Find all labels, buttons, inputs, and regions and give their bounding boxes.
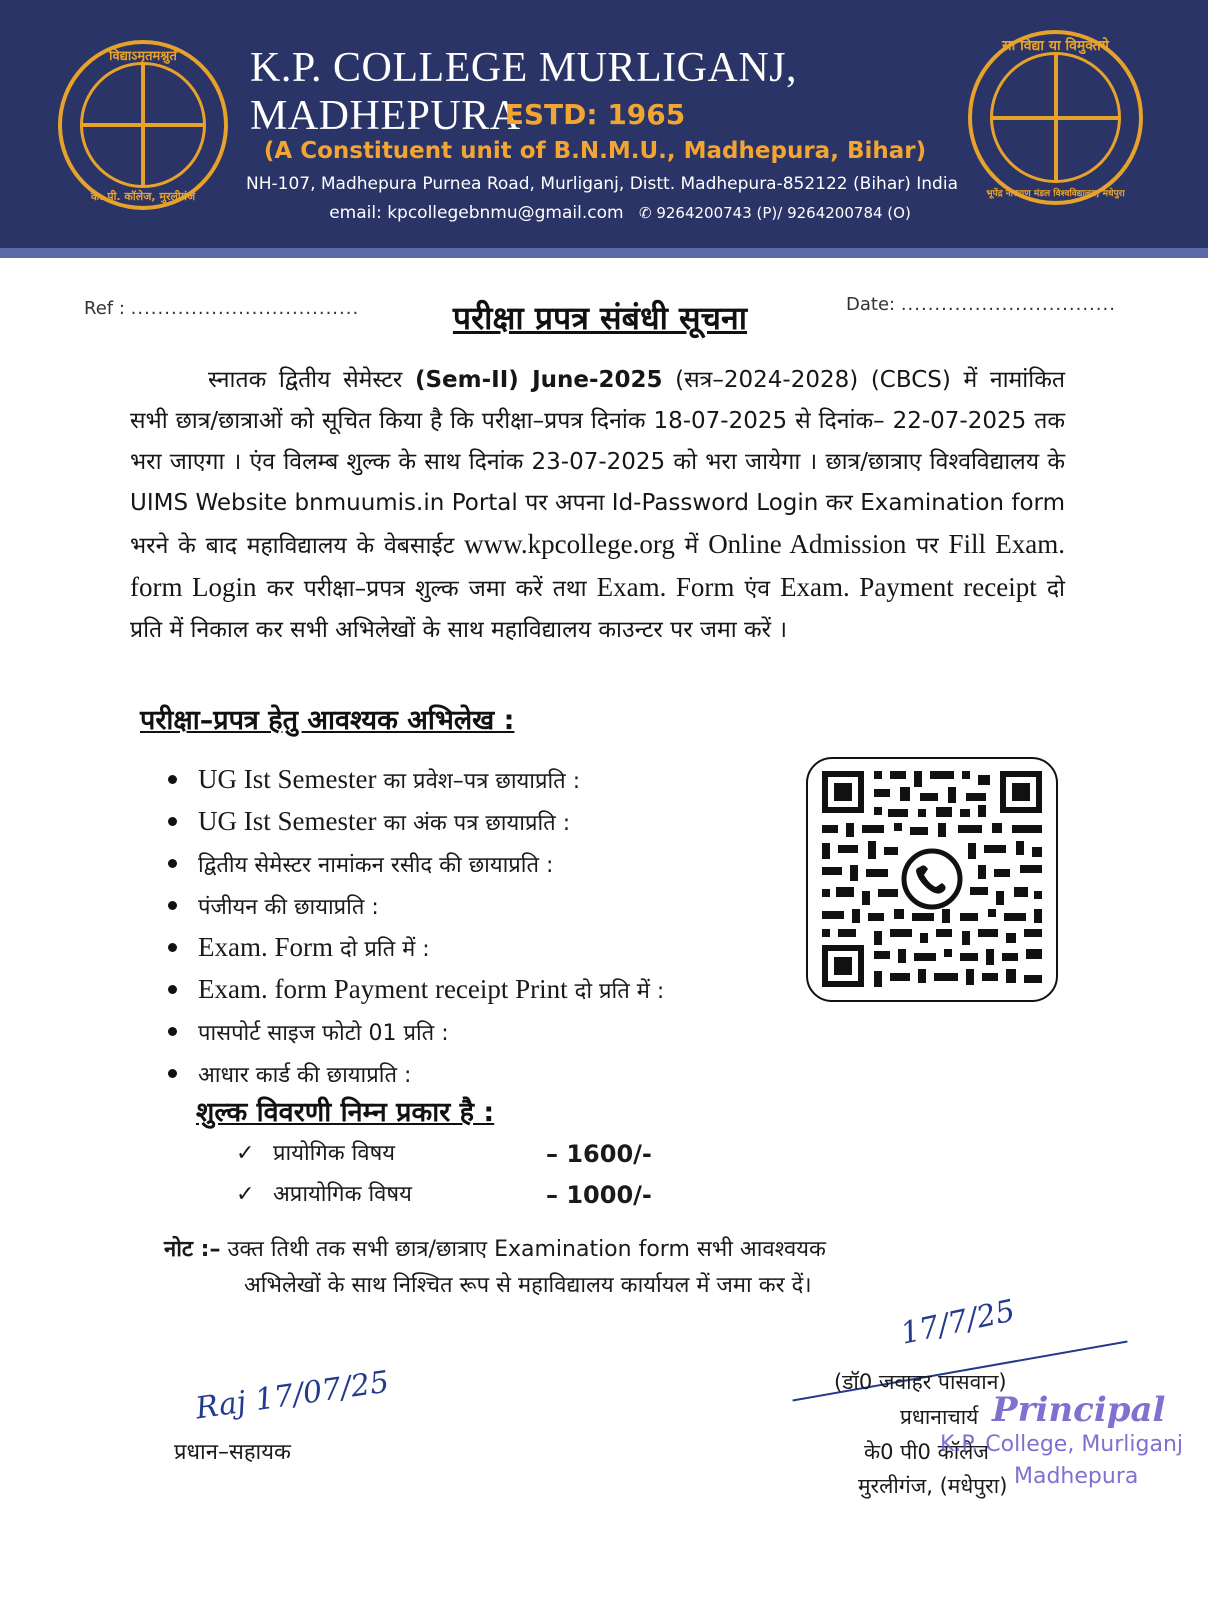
- para-part: कर परीक्षा–प्रपत्र शुल्क जमा करें तथा: [266, 576, 587, 602]
- documents-title: परीक्षा–प्रपत्र हेतु आवश्यक अभिलेख :: [140, 705, 515, 736]
- college-name: K.P. COLLEGE MURLIGANJ, MADHEPURA: [250, 45, 797, 139]
- ref-label: Ref :: [84, 298, 125, 319]
- list-item: आधार कार्ड की छायाप्रति :: [162, 1052, 802, 1094]
- para-part: Online Admission: [708, 529, 907, 559]
- constituent-line: (A Constituent unit of B.N.M.U., Madhepura, Bihar): [263, 138, 927, 164]
- assistant-designation: प्रधान–सहायक: [174, 1440, 291, 1465]
- para-part: एंव: [744, 576, 770, 602]
- qr-code-graphic: [808, 759, 1056, 1000]
- list-item: पंजीयन की छायाप्रति :: [162, 884, 802, 926]
- list-item: Exam. form Payment receipt Print दो प्रति में :: [162, 968, 802, 1010]
- para-part: Exam. Form: [596, 572, 735, 602]
- assistant-signature: Raj 17/07/25: [193, 1364, 392, 1427]
- list-item: UG Ist Semester का प्रवेश–पत्र छायाप्रति :: [162, 758, 802, 800]
- note-block: [164, 1232, 1064, 1304]
- seal-motto-left: विद्याऽमृतमश्नुते: [109, 49, 177, 64]
- principal-college: के0 पी0 कॉलेज: [864, 1440, 989, 1464]
- fee-amount: – 1600/-: [546, 1140, 652, 1168]
- list-item: Exam. Form दो प्रति में :: [162, 926, 802, 968]
- establishment-year: ESTD: 1965: [504, 98, 686, 131]
- fee-row-nonpractical: [236, 1175, 756, 1215]
- para-part: Fill Exam. form Login: [130, 529, 1065, 602]
- date-field: [846, 294, 1116, 315]
- fee-amount: – 1000/-: [546, 1181, 652, 1209]
- para-part: Exam. Payment receipt: [780, 572, 1037, 602]
- documents-list: [162, 758, 802, 1094]
- college-seal-left: [58, 40, 228, 210]
- principal-place: मुरलीगंज, (मधेपुरा): [858, 1474, 1008, 1498]
- list-item: द्वितीय सेमेस्टर नामांकन रसीद की छायाप्रति :: [162, 842, 802, 884]
- check-icon: ✓: [236, 1182, 255, 1207]
- letterhead-header: [0, 0, 1208, 248]
- semester-highlight: (Sem-II) June-2025: [414, 367, 663, 393]
- para-part: स्नातक द्वितीय सेमेस्टर: [208, 367, 403, 393]
- date-label: Date:: [846, 294, 896, 315]
- email-text: email: kpcollegebnmu@gmail.com: [329, 203, 624, 223]
- note-line-1: उक्त तिथी तक सभी छात्र/छात्राए Examination form सभी आवश्वयक: [227, 1237, 826, 1262]
- fee-label: प्रायोगिक विषय: [273, 1141, 396, 1166]
- fees-title: शुल्क विवरणी निम्न प्रकार है :: [196, 1097, 495, 1128]
- para-part: (सत्र–2024-2028) (CBCS) में नामांकित सभी छात्र/छात्राओं को सूचित किया है कि परीक्षा–प्रपत्र दिनांक 18-07-2025 से दिनांक– 22-07-2025 तक भरा जाएगा । एंव विलम्ब शुल्क के साथ दिनांक 23-07-2025 को भरा जायेगा । छात्र/छात्राए विश्वविद्यालय के UIMS Website bnmuumis.in Portal पर अपना Id-Password Login कर Examination form भरने के बाद महाविद्यालय के वेबसाईट: [130, 367, 1065, 559]
- list-item: UG Ist Semester का अंक पत्र छायाप्रति :: [162, 800, 802, 842]
- principal-title: प्रधानाचार्य: [900, 1405, 979, 1429]
- note-line-2: अभिलेखों के साथ निश्चित रूप से महाविद्यालय कार्यायल में जमा कर दें।: [244, 1273, 812, 1298]
- principal-signature: 17/7/25: [897, 1293, 1019, 1352]
- fee-label: अप्रायोगिक विषय: [273, 1182, 412, 1207]
- seal-caption-right: भूपेंद्र नारायण मंडल विश्वविद्यालय, मधेपुरा: [986, 189, 1125, 199]
- contact-line: [300, 203, 940, 223]
- check-icon: ✓: [236, 1141, 255, 1166]
- para-part: दो प्रति में निकाल कर सभी अभिलेखों के साथ महाविद्यालय काउन्टर पर जमा करें ।: [130, 576, 1066, 643]
- seal-motto-right: सा विद्या या विमुक्तये: [1002, 38, 1109, 54]
- notice-paragraph: [130, 360, 1065, 651]
- para-part: पर: [916, 533, 939, 559]
- phone-text: ✆ 9264200743 (P)/ 9264200784 (O): [638, 204, 911, 222]
- principal-stamp-title: Principal: [992, 1390, 1166, 1430]
- list-item: पासपोर्ट साइज फोटो 01 प्रति :: [162, 1010, 802, 1052]
- ref-field: [84, 298, 359, 319]
- date-dots: ................................: [900, 294, 1116, 315]
- para-part: में: [684, 533, 699, 559]
- college-website: www.kpcollege.org: [464, 529, 675, 559]
- principal-stamp-college: K.P. College, Murliganj: [940, 1432, 1184, 1457]
- college-address: NH-107, Madhepura Purnea Road, Murliganj, Distt. Madhepura-852122 (Bihar) India: [246, 174, 958, 194]
- header-stripe: [0, 248, 1208, 258]
- seal-caption-left: के. पी. कॉलेज, मुरलीगंज: [90, 190, 196, 203]
- note-label: नोट :–: [164, 1237, 221, 1262]
- fee-row-practical: [236, 1134, 756, 1174]
- university-seal-right: [968, 30, 1143, 205]
- notice-title: परीक्षा प्रपत्र संबंधी सूचना: [452, 299, 748, 337]
- principal-name: (डॉ0 जवाहर पासवान): [834, 1370, 1007, 1394]
- ref-dots: ..................................: [130, 298, 360, 319]
- qr-code[interactable]: [806, 757, 1058, 1002]
- principal-stamp-place: Madhepura: [1014, 1464, 1139, 1489]
